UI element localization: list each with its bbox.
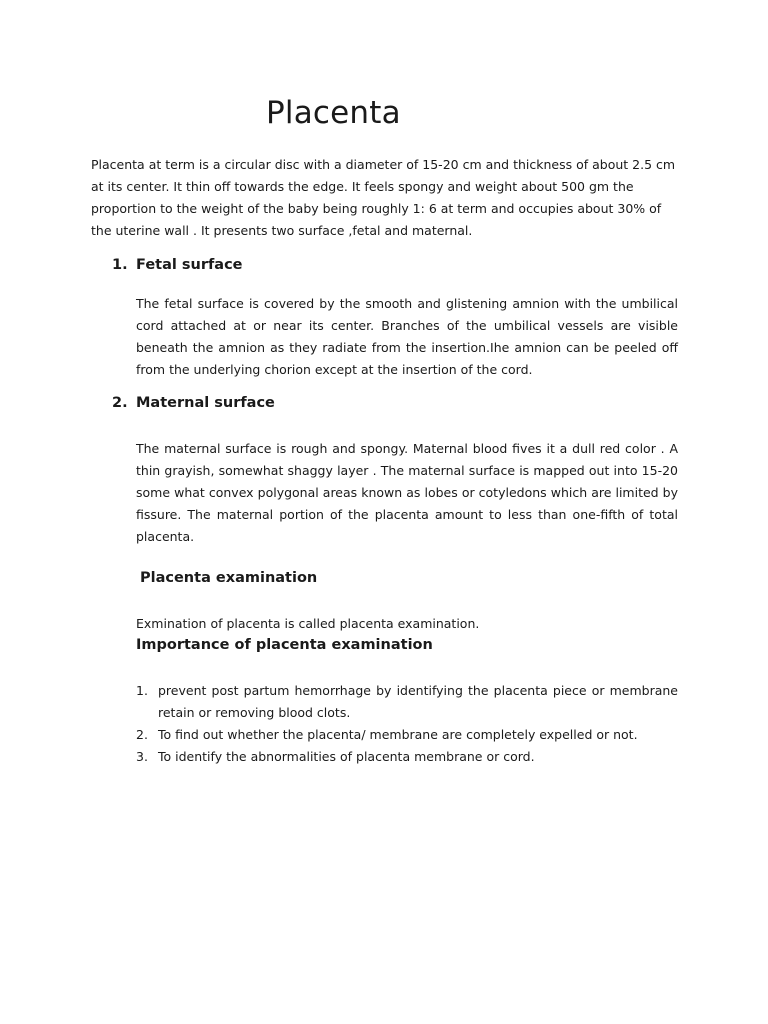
examination-heading: Placenta examination (140, 570, 318, 586)
page-title: Placenta (266, 95, 401, 131)
maternal-surface-paragraph: The maternal surface is rough and spongy. Maternal blood fives it a dull red color . A thin grayish, somewhat shaggy layer . The maternal surface is mapped out into 15-20 some what convex polygonal areas known as lobes or cotyledons which are limited by fissure. The maternal portion of the placenta amount to less than one-fifth of total placenta. (136, 441, 678, 544)
section-title: Fetal surface (136, 257, 243, 273)
list-item-text: prevent post partum hemorrhage by identifying the placenta piece or membrane retain or removing blood clots. (158, 683, 678, 720)
section-number: 2. (112, 395, 128, 411)
list-item-number: 1. (136, 683, 148, 698)
section-heading-maternal (112, 395, 275, 411)
section-title: Maternal surface (136, 395, 275, 411)
fetal-surface-paragraph: The fetal surface is covered by the smooth and glistening amnion with the umbilical cord attached at or near its center. Branches of the umbilical vessels are visible beneath the amnion as they radiate from the insertion.Ihe amnion can be peeled off from the underlying chorion except at the insertion of the cord. (136, 296, 678, 377)
list-item-text: To find out whether the placenta/ membrane are completely expelled or not. (158, 727, 638, 742)
examination-definition: Exmination of placenta is called placenta examination. (136, 616, 480, 631)
list-item (136, 746, 678, 768)
list-item-number: 2. (136, 727, 148, 742)
section-number: 1. (112, 257, 128, 273)
intro-paragraph: Placenta at term is a circular disc with a diameter of 15-20 cm and thickness of about 2.5 cm at its center. It thin off towards the edge. It feels spongy and weight about 500 gm the proportion to the weight of the baby being roughly 1: 6 at term and occupies about 30% of the uterine wall . It presents two surface ,fetal and maternal. (91, 157, 676, 238)
list-item-text: To identify the abnormalities of placenta membrane or cord. (158, 749, 535, 764)
importance-heading: Importance of placenta examination (136, 637, 433, 653)
importance-list (136, 680, 678, 768)
list-item-number: 3. (136, 749, 148, 764)
list-item (136, 724, 678, 746)
section-heading-fetal (112, 257, 243, 273)
list-item (136, 680, 678, 724)
